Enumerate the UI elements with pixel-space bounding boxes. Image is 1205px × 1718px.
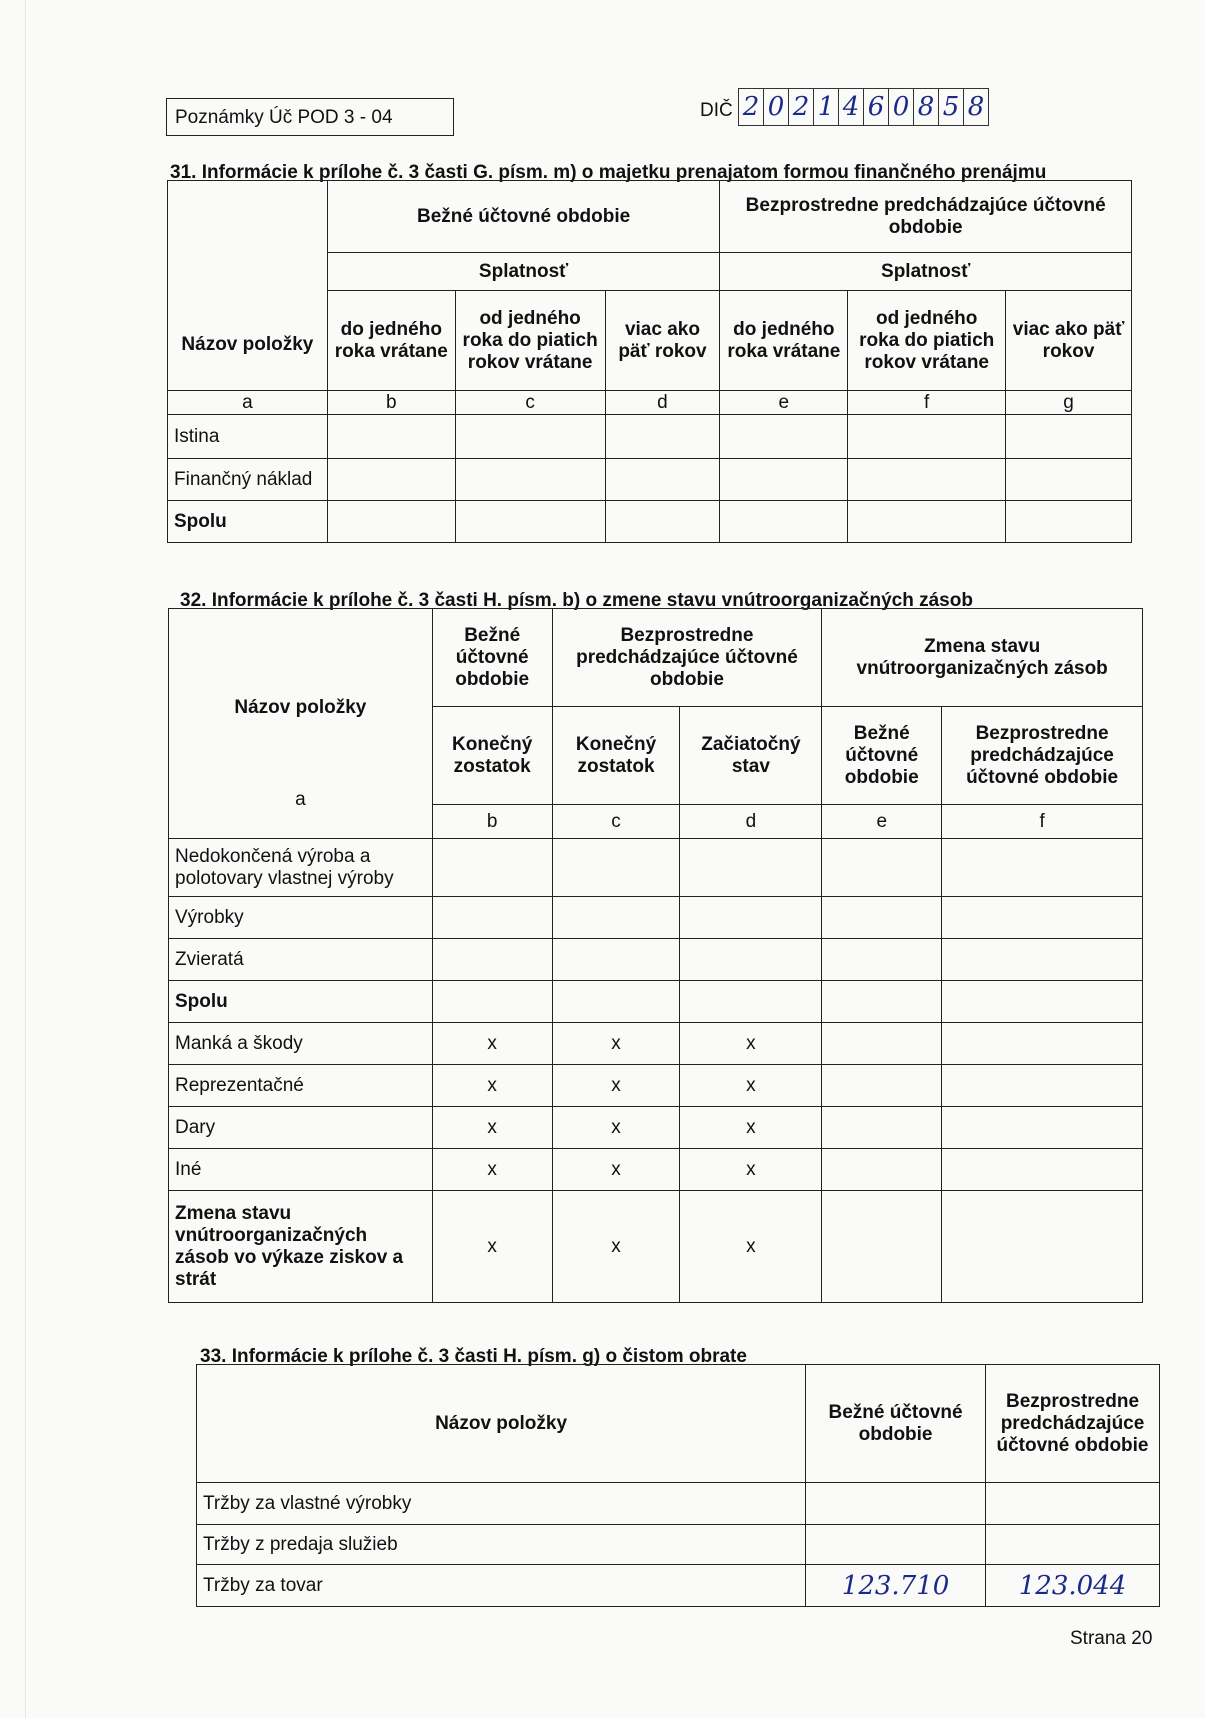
- group-previous: Bezprostredne predchádzajúce účtovné obdobie: [552, 609, 822, 707]
- dic-digit: 4: [839, 89, 864, 125]
- row-label: Dary: [169, 1107, 433, 1149]
- table-row: [169, 1149, 1143, 1191]
- cell[interactable]: [455, 415, 605, 459]
- cell[interactable]: [822, 1149, 942, 1191]
- maturity-previous: Splatnosť: [720, 253, 1132, 291]
- table-row: [197, 1525, 1160, 1565]
- table-row: [169, 939, 1143, 981]
- cell[interactable]: [942, 1065, 1143, 1107]
- table-row: [169, 1065, 1143, 1107]
- x-mark: x: [552, 1191, 680, 1303]
- col-letter: b: [432, 805, 552, 839]
- value-previous[interactable]: [986, 1525, 1160, 1565]
- x-mark: x: [432, 1191, 552, 1303]
- x-mark: x: [552, 1149, 680, 1191]
- col-item-label: Názov položky: [234, 696, 367, 718]
- cell[interactable]: [942, 897, 1143, 939]
- cell[interactable]: [822, 1191, 942, 1303]
- col-header: viac ako päť rokov: [1006, 291, 1132, 391]
- cell[interactable]: [822, 939, 942, 981]
- x-mark: x: [432, 1023, 552, 1065]
- x-mark: x: [680, 1065, 822, 1107]
- cell[interactable]: [942, 839, 1143, 897]
- value-current[interactable]: [806, 1525, 986, 1565]
- col-header: od jedného roka do piatich rokov vrátane: [848, 291, 1006, 391]
- cell[interactable]: [455, 501, 605, 543]
- cell[interactable]: [942, 1149, 1143, 1191]
- cell[interactable]: [720, 415, 848, 459]
- col-letter: c: [455, 391, 605, 415]
- section-33-title: 33. Informácie k prílohe č. 3 časti H. písm. g) o čistom obrate: [200, 1346, 747, 1367]
- cell[interactable]: [720, 501, 848, 543]
- cell[interactable]: [942, 1107, 1143, 1149]
- col-item-header: Názov položky: [197, 1365, 806, 1483]
- table-row: [169, 839, 1143, 897]
- cell[interactable]: [680, 939, 822, 981]
- col-header: Bezprostredne predchádzajúce účtovné obdobie: [942, 707, 1143, 805]
- value-current[interactable]: 123.710: [806, 1565, 986, 1607]
- cell[interactable]: [848, 415, 1006, 459]
- cell[interactable]: [942, 981, 1143, 1023]
- cell[interactable]: [942, 1191, 1143, 1303]
- row-label: Manká a škody: [169, 1023, 433, 1065]
- cell[interactable]: [1006, 415, 1132, 459]
- row-label: Zmena stavu vnútroorganizačných zásob vo výkaze ziskov a strát: [169, 1191, 433, 1303]
- col-header: Konečný zostatok: [552, 707, 680, 805]
- col-letter: a: [295, 788, 306, 810]
- dic-digit: 2: [739, 89, 764, 125]
- section-32-table: [168, 608, 1143, 1303]
- col-letter: d: [605, 391, 720, 415]
- cell[interactable]: [605, 459, 720, 501]
- dic-label: DIČ: [700, 100, 733, 121]
- cell[interactable]: [942, 1023, 1143, 1065]
- col-current: Bežné účtovné obdobie: [806, 1365, 986, 1483]
- x-mark: x: [432, 1065, 552, 1107]
- cell[interactable]: [822, 897, 942, 939]
- cell[interactable]: [848, 459, 1006, 501]
- col-letter: c: [552, 805, 680, 839]
- col-header: od jedného roka do piatich rokov vrátane: [455, 291, 605, 391]
- cell[interactable]: [822, 1065, 942, 1107]
- dic-digit: 8: [914, 89, 939, 125]
- cell[interactable]: [552, 981, 680, 1023]
- group-current: Bežné účtovné obdobie: [327, 181, 720, 253]
- cell[interactable]: [822, 839, 942, 897]
- row-label: Finančný náklad: [168, 459, 328, 501]
- cell[interactable]: [1006, 459, 1132, 501]
- x-mark: x: [680, 1107, 822, 1149]
- x-mark: x: [552, 1065, 680, 1107]
- cell[interactable]: [605, 501, 720, 543]
- cell[interactable]: [432, 839, 552, 897]
- form-label-box: [166, 98, 454, 136]
- table-row: [169, 1023, 1143, 1065]
- cell[interactable]: [822, 981, 942, 1023]
- cell[interactable]: [327, 415, 455, 459]
- row-label: Zvieratá: [169, 939, 433, 981]
- x-mark: x: [432, 1107, 552, 1149]
- dic-digit: 8: [967, 92, 985, 122]
- col-header: Bežné účtovné obdobie: [822, 707, 942, 805]
- cell[interactable]: [822, 1107, 942, 1149]
- cell[interactable]: [680, 839, 822, 897]
- section-31-table: [167, 180, 1132, 543]
- dic-digit: 2: [789, 89, 814, 125]
- cell[interactable]: [822, 1023, 942, 1065]
- col-letter: a: [168, 391, 328, 415]
- col-letter: f: [942, 805, 1143, 839]
- cell[interactable]: [432, 897, 552, 939]
- table-row: [197, 1483, 1160, 1525]
- table-row: [169, 1191, 1143, 1303]
- cell[interactable]: [432, 939, 552, 981]
- value-current[interactable]: [806, 1483, 986, 1525]
- cell[interactable]: [432, 981, 552, 1023]
- row-label: Spolu: [169, 981, 433, 1023]
- row-label: Spolu: [168, 501, 328, 543]
- x-mark: x: [552, 1023, 680, 1065]
- col-letter: d: [680, 805, 822, 839]
- x-mark: x: [680, 1149, 822, 1191]
- cell[interactable]: [605, 415, 720, 459]
- col-header: viac ako päť rokov: [605, 291, 720, 391]
- value-previous[interactable]: [986, 1483, 1160, 1525]
- col-letter: f: [848, 391, 1006, 415]
- cell[interactable]: [552, 839, 680, 897]
- cell[interactable]: [720, 459, 848, 501]
- page-number: Strana 20: [1070, 1628, 1153, 1649]
- dic-digit: 0: [764, 89, 789, 125]
- col-header: Začiatočný stav: [680, 707, 822, 805]
- row-label: Výrobky: [169, 897, 433, 939]
- col-item-header: [169, 609, 433, 839]
- cell[interactable]: [552, 939, 680, 981]
- value-previous[interactable]: 123.044: [986, 1565, 1160, 1607]
- cell[interactable]: [455, 459, 605, 501]
- cell[interactable]: [327, 459, 455, 501]
- x-mark: x: [552, 1107, 680, 1149]
- row-label: Tržby z predaja služieb: [197, 1525, 806, 1565]
- cell[interactable]: [680, 897, 822, 939]
- cell[interactable]: [942, 939, 1143, 981]
- maturity-current: Splatnosť: [327, 253, 720, 291]
- group-previous: Bezprostredne predchádzajúce účtovné obdobie: [720, 181, 1132, 253]
- table-row: [169, 897, 1143, 939]
- row-label: Nedokončená výroba a polotovary vlastnej výroby: [169, 839, 433, 897]
- col-letter: b: [327, 391, 455, 415]
- cell[interactable]: [680, 981, 822, 1023]
- x-mark: x: [680, 1191, 822, 1303]
- section-32-title: 32. Informácie k prílohe č. 3 časti H. písm. b) o zmene stavu vnútroorganizačných zásob: [180, 590, 973, 611]
- section-33-table: [196, 1364, 1160, 1607]
- table-row: [168, 459, 1132, 501]
- group-change: Zmena stavu vnútroorganizačných zásob: [822, 609, 1143, 707]
- dic-boxes: [738, 88, 989, 126]
- section-31-title: 31. Informácie k prílohe č. 3 časti G. písm. m) o majetku prenajatom formou finančného prenájmu: [170, 162, 1047, 183]
- dic-digit: 0: [889, 89, 914, 125]
- col-item-label: Názov položky: [181, 333, 314, 355]
- cell[interactable]: [848, 501, 1006, 543]
- col-item-header: [168, 181, 328, 391]
- row-label: Tržby za tovar: [197, 1565, 806, 1607]
- cell[interactable]: [1006, 501, 1132, 543]
- table-row: [169, 1107, 1143, 1149]
- col-header: Konečný zostatok: [432, 707, 552, 805]
- col-letter: g: [1006, 391, 1132, 415]
- dic-digit: 5: [939, 89, 964, 125]
- form-label: Poznámky Úč POD 3 - 04: [175, 107, 393, 128]
- col-letter: e: [822, 805, 942, 839]
- table-row: [169, 981, 1143, 1023]
- dic-digit: 6: [864, 89, 889, 125]
- col-header: do jedného roka vrátane: [327, 291, 455, 391]
- row-label: Reprezentačné: [169, 1065, 433, 1107]
- row-label: Istina: [168, 415, 328, 459]
- col-previous: Bezprostredne predchádzajúce účtovné obdobie: [986, 1365, 1160, 1483]
- table-row: [168, 415, 1132, 459]
- cell[interactable]: [552, 897, 680, 939]
- table-row: [197, 1565, 1160, 1607]
- group-current: Bežné účtovné obdobie: [432, 609, 552, 707]
- row-label: Iné: [169, 1149, 433, 1191]
- cell[interactable]: [327, 501, 455, 543]
- row-label: Tržby za vlastné výrobky: [197, 1483, 806, 1525]
- col-letter: e: [720, 391, 848, 415]
- x-mark: x: [680, 1023, 822, 1065]
- x-mark: x: [432, 1149, 552, 1191]
- dic-digit: 1: [814, 89, 839, 125]
- table-row: [168, 501, 1132, 543]
- col-header: do jedného roka vrátane: [720, 291, 848, 391]
